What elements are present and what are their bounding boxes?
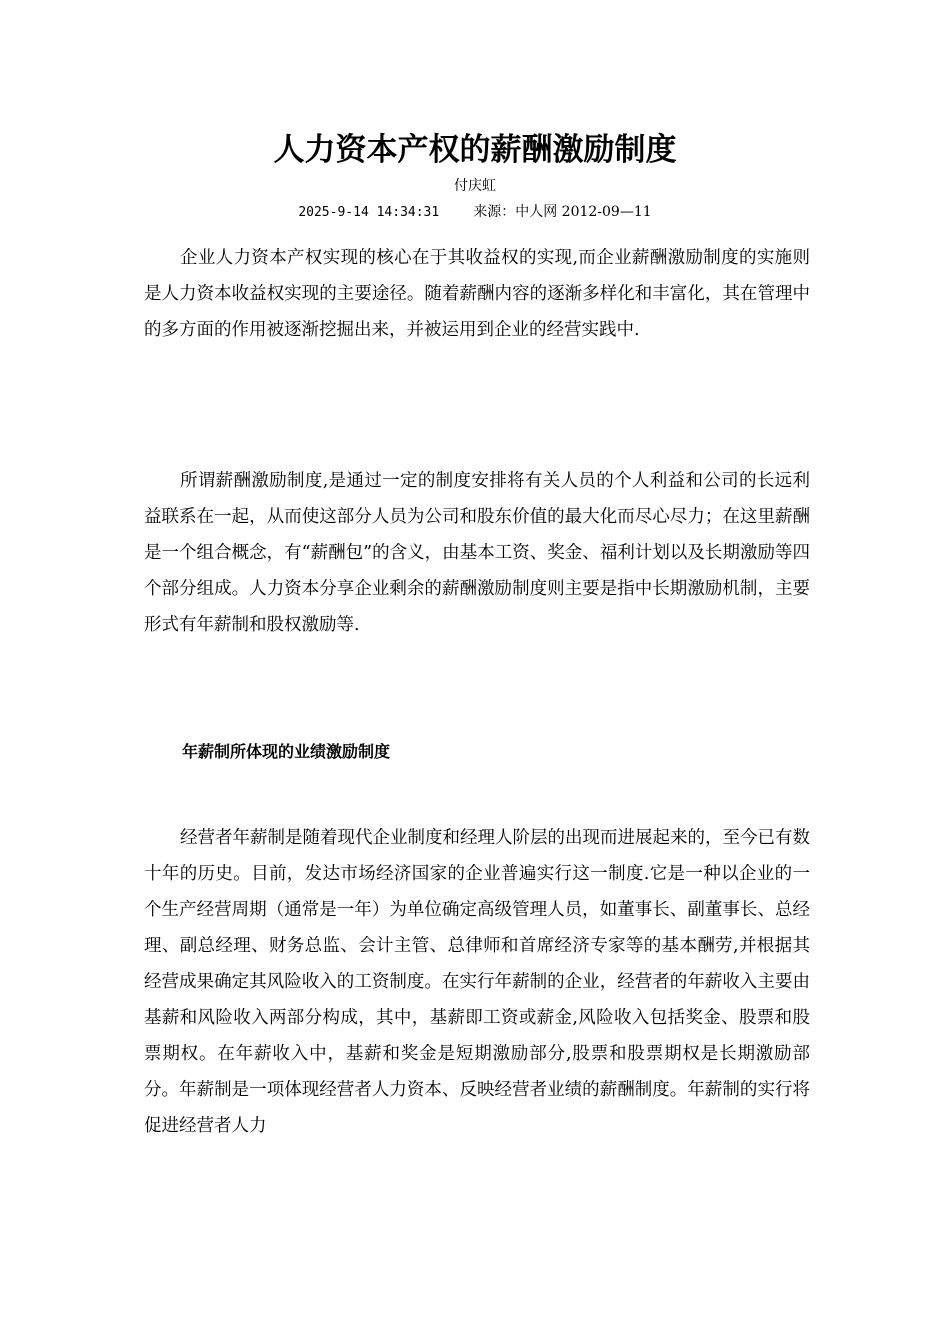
article-meta bbox=[0, 202, 950, 223]
article-source: 来源：中人网 2012-09—11 bbox=[473, 204, 652, 220]
body-paragraph: 所谓薪酬激励制度,是通过一定的制度安排将有关人员的个人利益和公司的长远利益联系在一起，从而使这部分人员为公司和股东价值的最大化而尽心尽力；在这里薪酬是一个组合概念，有“薪酬包”的含义，由基本工资、奖金、福利计划以及长期激励等四个部分组成。人力资本分享企业剩余的薪酬激励制度则主要是指中长期激励机制，主要形式有年薪制和股权激励等. bbox=[144, 471, 810, 635]
section-heading: 年薪制所体现的业绩激励制度 bbox=[182, 742, 391, 761]
author-name: 付庆虹 bbox=[454, 178, 496, 194]
page-title: 人力资本产权的薪酬激励制度 bbox=[273, 132, 677, 168]
body-paragraph: 企业人力资本产权实现的核心在于其收益权的实现,而企业薪酬激励制度的实施则是人力资本收益权实现的主要途径。随着薪酬内容的逐渐多样化和丰富化，其在管理中的多方面的作用被逐渐挖掘出来，并被运用到企业的经营实践中. bbox=[144, 248, 810, 340]
section-paragraph: 经营者年薪制是随着现代企业制度和经理人阶层的出现而进展起来的，至今已有数十年的历史。目前，发达市场经济国家的企业普遍实行这一制度.它是一种以企业的一个生产经营周期（通常是一年）为单位确定高级管理人员，如董事长、副董事长、总经理、副总经理、财务总监、会计主管、总律师和首席经济专家等的基本酬劳,并根据其经营成果确定其风险收入的工资制度。在实行年薪制的企业，经营者的年薪收入主要由基薪和风险收入两部分构成，其中，基薪即工资或薪金,风险收入包括奖金、股票和股票期权。在年薪收入中，基薪和奖金是短期激励部分,股票和股票期权是长期激励部分。年薪制是一项体现经营者人力资本、反映经营者业绩的薪酬制度。年薪制的实行将促进经营者人力 bbox=[144, 828, 810, 1136]
publish-datetime: 2025-9-14 14:34:31 bbox=[298, 205, 440, 220]
